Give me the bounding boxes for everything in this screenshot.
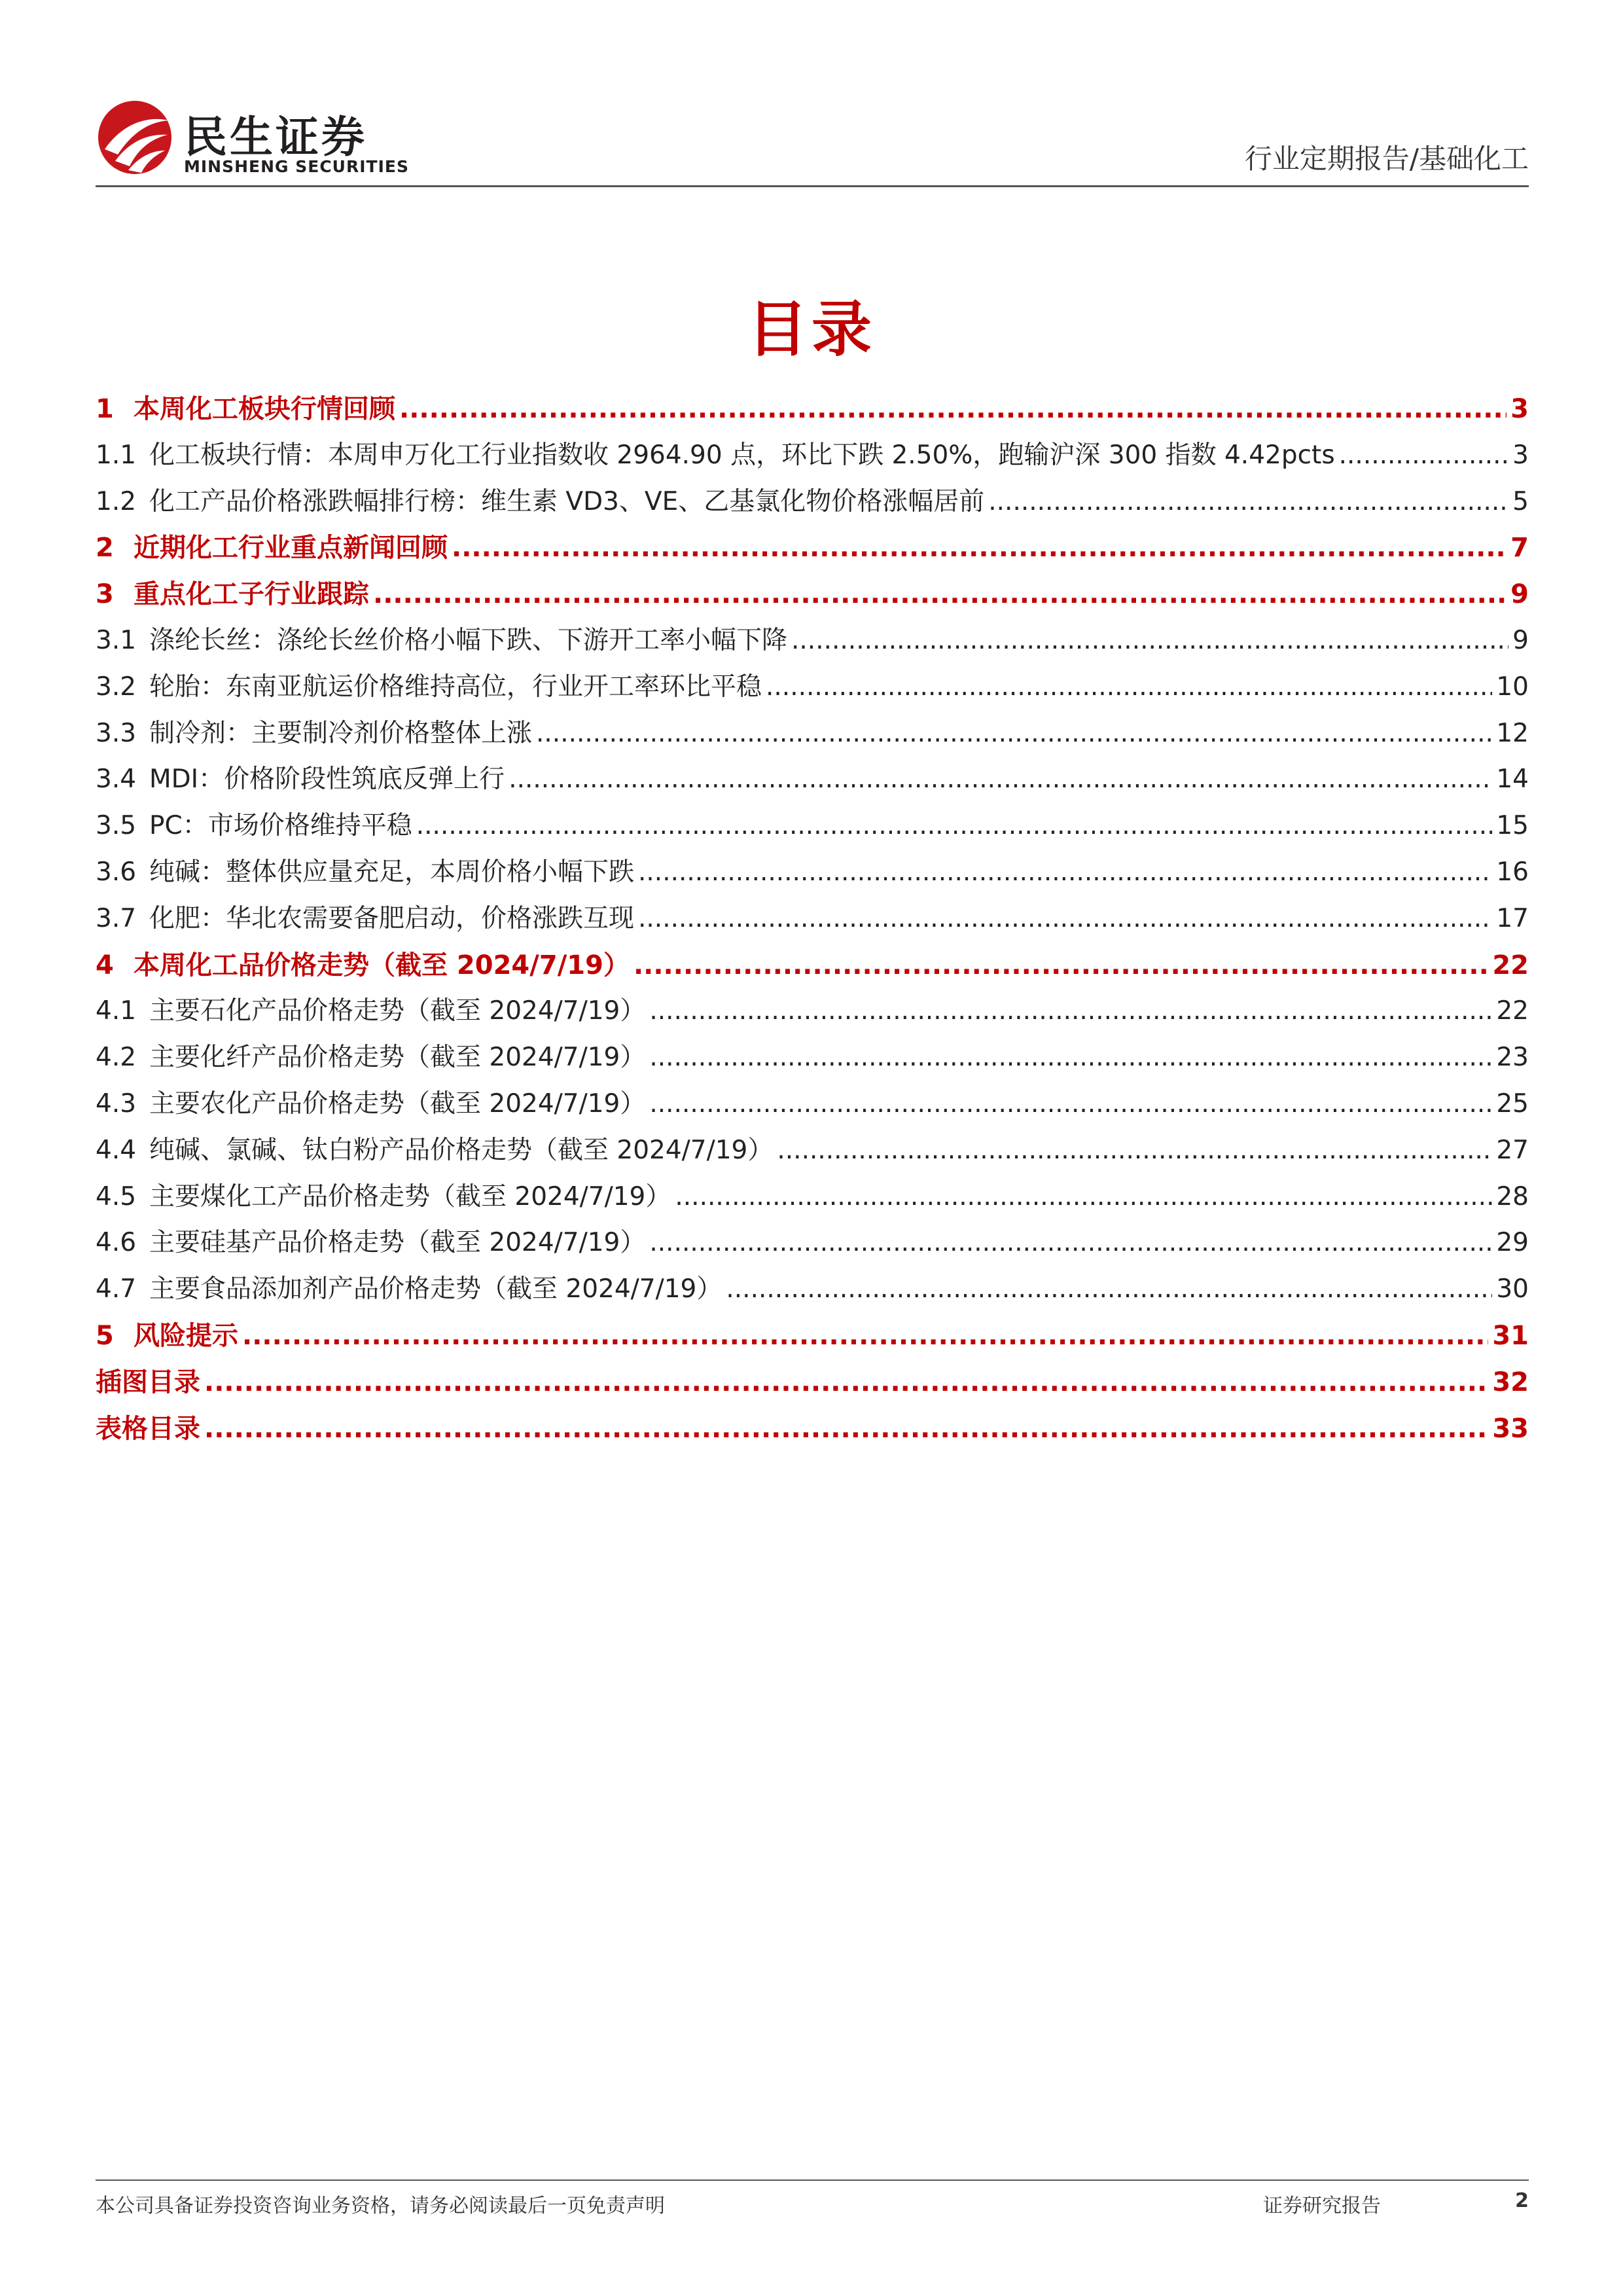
toc-entry-page: 9 xyxy=(1512,625,1529,655)
toc-dot-leader xyxy=(638,850,1492,896)
toc-entry-title: 化肥：华北农需要备肥启动，价格涨跌互现 xyxy=(149,903,635,933)
toc-entry-page: 7 xyxy=(1510,533,1529,564)
toc-entry[interactable] xyxy=(96,850,1529,896)
toc-entry-number: 3.5 xyxy=(96,811,137,841)
toc-entry-number: 4.1 xyxy=(96,996,137,1026)
toc-entry-page: 33 xyxy=(1492,1413,1529,1444)
toc-entry-number: 4.2 xyxy=(96,1043,137,1073)
toc-entry[interactable] xyxy=(96,1406,1529,1452)
toc-entry-number: 3.1 xyxy=(96,625,137,655)
toc-entry[interactable] xyxy=(96,1266,1529,1313)
toc-entry-number: 3.4 xyxy=(96,764,137,795)
toc-entry[interactable] xyxy=(96,433,1529,479)
toc-entry-page: 3 xyxy=(1512,440,1529,470)
toc-entry[interactable] xyxy=(96,1035,1529,1081)
toc-entry[interactable] xyxy=(96,571,1529,618)
toc-entry-title: 主要硅基产品价格走势（截至 2024/7/19） xyxy=(149,1228,646,1258)
toc-entry-number: 4.4 xyxy=(96,1135,137,1165)
toc-dot-leader xyxy=(766,664,1492,711)
page-title: 目录 xyxy=(747,295,876,365)
toc-entry-title: 主要化纤产品价格走势（截至 2024/7/19） xyxy=(149,1043,646,1073)
company-logo xyxy=(96,98,409,183)
toc-entry-page: 14 xyxy=(1496,764,1529,795)
toc-entry-number: 1.2 xyxy=(96,486,137,516)
toc-entry-title: 本周化工板块行情回顾 xyxy=(134,394,395,424)
toc-dot-leader xyxy=(777,1128,1492,1174)
toc-entry[interactable] xyxy=(96,896,1529,942)
toc-entry[interactable] xyxy=(96,664,1529,711)
toc-dot-leader xyxy=(416,803,1493,850)
toc-dot-leader xyxy=(204,1406,1488,1452)
report-type: 行业定期报告/基础化工 xyxy=(1244,143,1529,175)
toc-entry-number: 5 xyxy=(96,1320,114,1351)
toc-entry[interactable] xyxy=(96,386,1529,433)
toc-dot-leader xyxy=(1339,433,1509,479)
toc-entry-title: 化工板块行情：本周申万化工行业指数收 2964.90 点，环比下跌 2.50%，跑输沪深 300 指数 4.42pcts xyxy=(149,440,1335,470)
toc-entry-page: 22 xyxy=(1496,996,1529,1026)
toc-entry-number: 3.7 xyxy=(96,903,137,933)
toc-entry[interactable] xyxy=(96,1128,1529,1174)
toc-entry-number: 4.3 xyxy=(96,1088,137,1119)
page-header xyxy=(96,92,1529,190)
toc-entry-number: 1 xyxy=(96,394,114,424)
toc-entry-number: 2 xyxy=(96,533,114,564)
toc-entry-title: 主要农化产品价格走势（截至 2024/7/19） xyxy=(149,1088,646,1119)
toc-dot-leader xyxy=(649,1220,1492,1266)
toc-entry[interactable] xyxy=(96,1174,1529,1221)
toc-dot-leader xyxy=(452,525,1507,571)
page-number: 2 xyxy=(1515,2189,1529,2212)
toc-entry-page: 5 xyxy=(1512,486,1529,516)
footer-divider xyxy=(96,2179,1529,2181)
toc-entry-page: 27 xyxy=(1496,1135,1529,1165)
toc-entry-number: 3.6 xyxy=(96,857,137,887)
toc-dot-leader xyxy=(726,1266,1492,1313)
toc-dot-leader xyxy=(988,479,1508,526)
logo-english-name: MINSHENG SECURITIES xyxy=(184,157,409,176)
logo-chinese-name: 民生证券 xyxy=(184,112,367,162)
toc-dot-leader xyxy=(649,1035,1492,1081)
toc-entry-title: 主要煤化工产品价格走势（截至 2024/7/19） xyxy=(149,1181,671,1211)
toc-entry-title: 主要食品添加剂产品价格走势（截至 2024/7/19） xyxy=(149,1274,722,1304)
toc-entry-title: 涤纶长丝：涤纶长丝价格小幅下跌、下游开工率小幅下降 xyxy=(149,625,788,655)
minsheng-logo-icon xyxy=(96,98,174,177)
toc-entry-number: 4.7 xyxy=(96,1274,137,1304)
toc-entry-number: 3.2 xyxy=(96,672,137,702)
toc-dot-leader xyxy=(649,988,1492,1035)
toc-dot-leader xyxy=(633,942,1488,989)
toc-entry-page: 30 xyxy=(1496,1274,1529,1304)
toc-entry-page: 25 xyxy=(1496,1088,1529,1119)
toc-dot-leader xyxy=(536,711,1492,757)
toc-entry-title: 轮胎：东南亚航运价格维持高位，行业开工率环比平稳 xyxy=(149,672,762,702)
toc-entry-title: 主要石化产品价格走势（截至 2024/7/19） xyxy=(149,996,646,1026)
toc-entry[interactable] xyxy=(96,803,1529,850)
toc-entry[interactable] xyxy=(96,988,1529,1035)
toc-entry[interactable] xyxy=(96,1313,1529,1359)
toc-entry[interactable] xyxy=(96,1220,1529,1266)
footer-disclaimer: 本公司具备证券投资咨询业务资格，请务必阅读最后一页免责声明 xyxy=(96,2195,665,2217)
toc-entry-page: 12 xyxy=(1496,718,1529,748)
toc-dot-leader xyxy=(508,757,1492,803)
toc-entry-title: 近期化工行业重点新闻回顾 xyxy=(134,533,448,564)
toc-entry-title: PC：市场价格维持平稳 xyxy=(149,811,412,841)
toc-entry-number: 3.3 xyxy=(96,718,137,748)
toc-entry-page: 31 xyxy=(1492,1320,1529,1351)
toc-dot-leader xyxy=(399,386,1507,433)
toc-entry-title: 纯碱：整体供应量充足，本周价格小幅下跌 xyxy=(149,857,635,887)
toc-entry-number: 4 xyxy=(96,950,114,980)
toc-entry-page: 16 xyxy=(1496,857,1529,887)
footer-doc-type: 证券研究报告 xyxy=(1263,2195,1381,2217)
toc-dot-leader xyxy=(638,896,1492,942)
toc-dot-leader xyxy=(675,1174,1492,1221)
toc-dot-leader xyxy=(649,1081,1492,1128)
toc-entry-title: 插图目录 xyxy=(96,1367,200,1397)
toc-entry-page: 32 xyxy=(1492,1367,1529,1397)
toc-entry-title: 重点化工子行业跟踪 xyxy=(134,579,369,610)
toc-entry-page: 10 xyxy=(1496,672,1529,702)
toc-entry[interactable] xyxy=(96,525,1529,571)
toc-entry-title: MDI：价格阶段性筑底反弹上行 xyxy=(149,764,505,795)
toc-entry-title: 本周化工品价格走势（截至 2024/7/19） xyxy=(134,950,630,980)
toc-dot-leader xyxy=(242,1313,1488,1359)
toc-entry-page: 17 xyxy=(1496,903,1529,933)
toc-entry-title: 纯碱、氯碱、钛白粉产品价格走势（截至 2024/7/19） xyxy=(149,1135,774,1165)
toc-entry[interactable] xyxy=(96,1359,1529,1406)
toc-entry-page: 9 xyxy=(1510,579,1529,610)
toc-entry-page: 22 xyxy=(1492,950,1529,980)
toc-entry[interactable] xyxy=(96,618,1529,664)
toc-entry[interactable] xyxy=(96,711,1529,757)
toc-dot-leader xyxy=(791,618,1508,664)
header-divider xyxy=(96,185,1529,187)
toc-entry-page: 29 xyxy=(1496,1228,1529,1258)
toc-entry-page: 15 xyxy=(1496,811,1529,841)
table-of-contents xyxy=(96,386,1529,1452)
toc-entry-page: 23 xyxy=(1496,1043,1529,1073)
toc-entry[interactable] xyxy=(96,942,1529,989)
toc-entry-number: 4.6 xyxy=(96,1228,137,1258)
toc-entry-number: 1.1 xyxy=(96,440,137,470)
toc-entry-page: 28 xyxy=(1496,1181,1529,1211)
toc-entry[interactable] xyxy=(96,1081,1529,1128)
toc-dot-leader xyxy=(204,1359,1488,1406)
toc-entry[interactable] xyxy=(96,479,1529,526)
toc-entry-page: 3 xyxy=(1510,394,1529,424)
toc-entry-title: 制冷剂：主要制冷剂价格整体上涨 xyxy=(149,718,533,748)
toc-entry-number: 3 xyxy=(96,579,114,610)
toc-entry-title: 表格目录 xyxy=(96,1413,200,1444)
toc-entry-number: 4.5 xyxy=(96,1181,137,1211)
toc-entry-title: 化工产品价格涨跌幅排行榜：维生素 VD3、VE、乙基氯化物价格涨幅居前 xyxy=(149,486,985,516)
toc-dot-leader xyxy=(373,571,1507,618)
toc-entry-title: 风险提示 xyxy=(134,1320,238,1351)
toc-entry[interactable] xyxy=(96,757,1529,803)
